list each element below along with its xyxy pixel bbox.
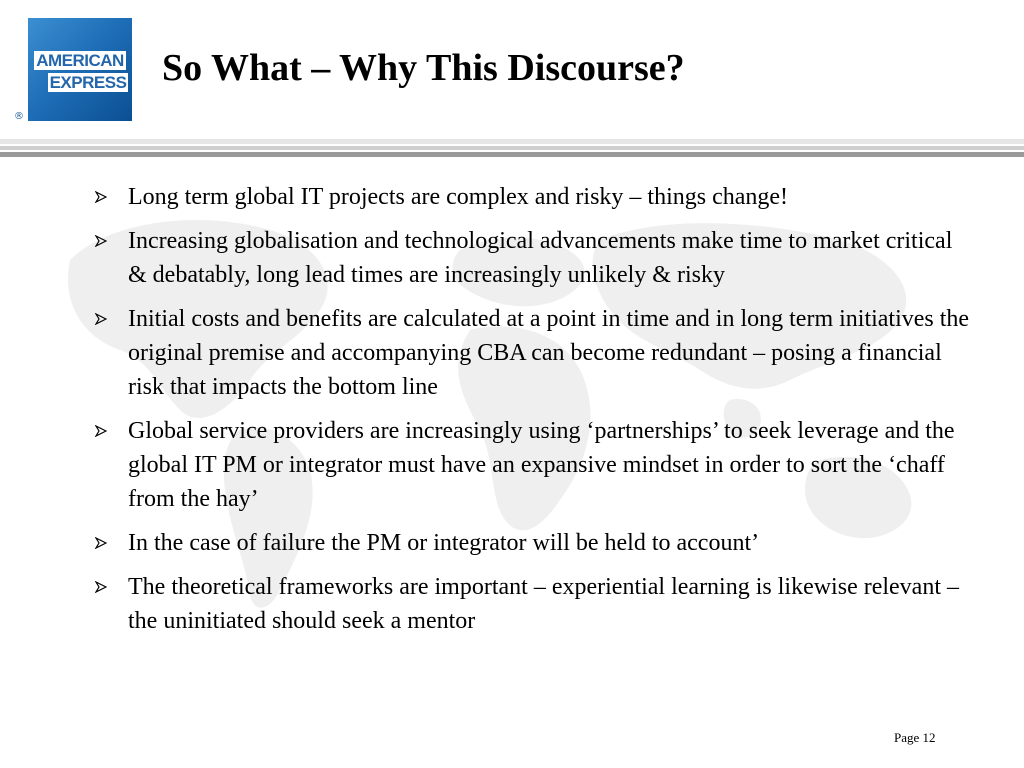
- bullet-item: [95, 180, 975, 214]
- header-rule-dark: [0, 152, 1024, 157]
- bullet-text: Initial costs and benefits are calculated at a point in time and in long term initiatives the original premise and accompanying CBA can become redundant – posing a financial risk that impacts the bottom line: [128, 306, 970, 400]
- bullet-text: Increasing globalisation and technological advancements make time to market critical & debatably, long lead times are increasingly unlikely & risky: [128, 228, 953, 288]
- arrow-bullet-icon: [95, 191, 107, 203]
- logo-text-express: EXPRESS: [49, 73, 127, 92]
- bullet-list: [95, 180, 975, 648]
- header-rule-mid: [0, 146, 1024, 150]
- bullet-text: In the case of failure the PM or integrator will be held to account’: [128, 530, 760, 556]
- bullet-item: [95, 414, 975, 516]
- bullet-text: Long term global IT projects are complex and risky – things change!: [128, 184, 789, 210]
- page-number: Page 12: [894, 730, 936, 745]
- arrow-bullet-icon: [95, 581, 107, 593]
- logo-text-american: AMERICAN: [36, 51, 124, 70]
- arrow-bullet-icon: [95, 425, 107, 437]
- slide-title: So What – Why This Discourse?: [162, 47, 685, 89]
- bullet-item: [95, 302, 975, 404]
- arrow-bullet-icon: [95, 537, 107, 549]
- arrow-bullet-icon: [95, 313, 107, 325]
- header-rule-light: [0, 139, 1024, 144]
- registered-mark: ®: [14, 111, 24, 122]
- arrow-bullet-icon: [95, 235, 107, 247]
- american-express-logo: [28, 18, 132, 121]
- bullet-text: Global service providers are increasingly using ‘partnerships’ to seek leverage and the global IT PM or integrator must have an expansive mindset in order to sort the ‘chaff from the hay’: [128, 418, 955, 512]
- bullet-text: The theoretical frameworks are important – experiential learning is likewise relevant – the uninitiated should seek a mentor: [128, 574, 959, 634]
- bullet-item: [95, 526, 975, 560]
- bullet-item: [95, 224, 975, 292]
- bullet-item: [95, 570, 975, 638]
